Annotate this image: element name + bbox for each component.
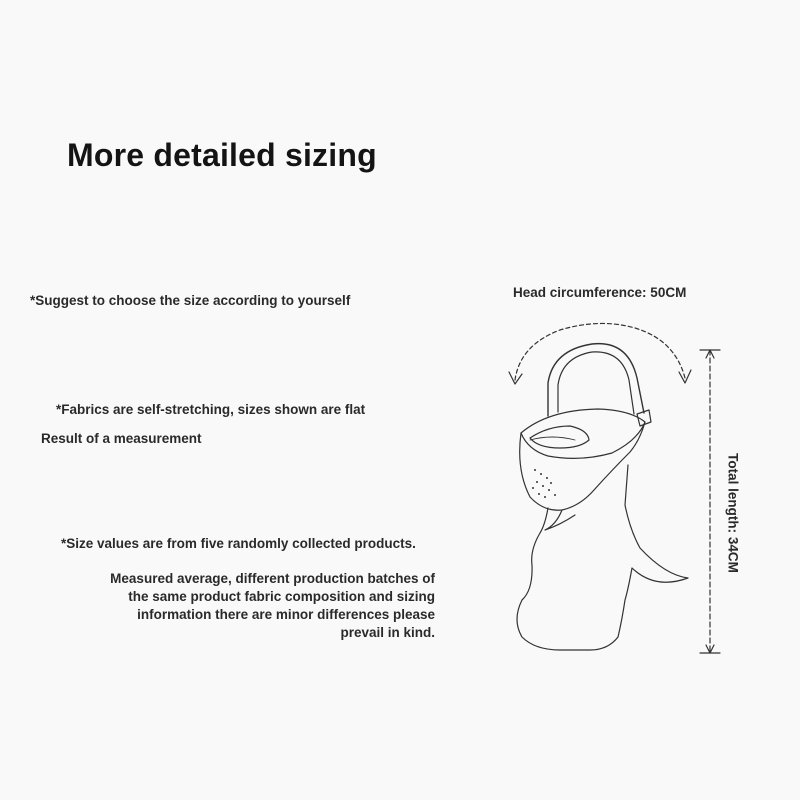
disclaimer-line: information there are minor differences please (137, 607, 435, 622)
disclaimer-line: the same product fabric composition and sizing (128, 589, 435, 604)
mask-body (517, 409, 688, 650)
suggest-note: *Suggest to choose the size according to yourself (30, 293, 351, 308)
curved-double-arrow-icon (509, 323, 691, 384)
size-values-note: *Size values are from five randomly collected products. (61, 536, 416, 551)
page-title: More detailed sizing (67, 137, 377, 173)
result-note: Result of a measurement (41, 431, 202, 446)
fabrics-note: *Fabrics are self-stretching, sizes shown are flat (56, 402, 366, 417)
disclaimer-line: Measured average, different production batches of (110, 571, 435, 586)
mask-illustration (480, 300, 740, 670)
strap (548, 344, 651, 426)
breathing-dots (532, 469, 556, 498)
vertical-measure-arrow-icon (700, 350, 720, 653)
head-circumference-label: Head circumference: 50CM (513, 285, 687, 300)
disclaimer-line: prevail in kind. (340, 625, 435, 640)
disclaimer-text (55, 570, 435, 642)
total-length-label: Total length: 34CM (725, 453, 741, 573)
